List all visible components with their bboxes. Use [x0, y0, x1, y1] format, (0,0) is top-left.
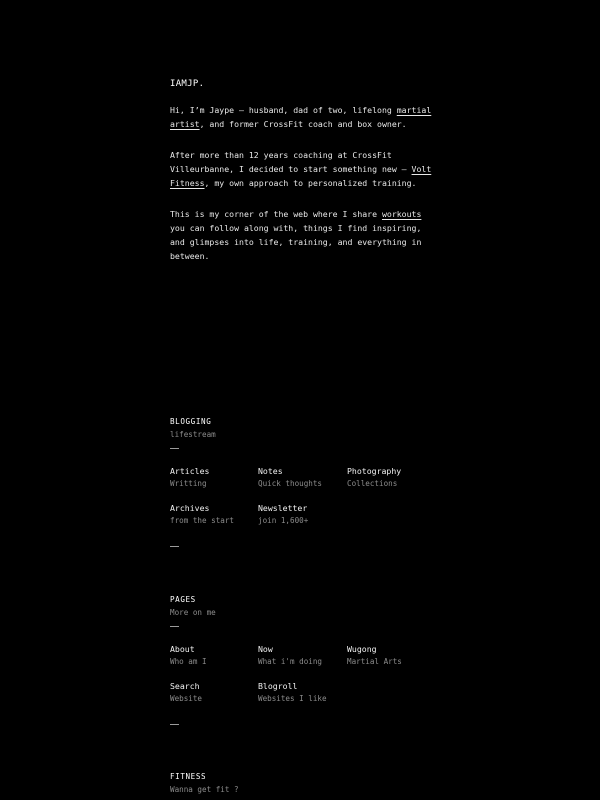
- intro-p2-text-before: After more than 12 years coaching at CrossFit Villeurbanne, I decided to start something new —: [170, 150, 412, 174]
- blogging-links: [170, 465, 450, 526]
- pages-item-search[interactable]: [170, 680, 258, 704]
- wugong-link[interactable]: Wugong: [347, 644, 377, 654]
- blogging-item-archives[interactable]: [170, 502, 258, 526]
- about-link[interactable]: About: [170, 644, 195, 654]
- newsletter-link[interactable]: Newsletter: [258, 503, 308, 513]
- articles-link[interactable]: Articles: [170, 466, 210, 476]
- archives-link[interactable]: Archives: [170, 503, 210, 513]
- pages-subtitle: More on me: [170, 608, 216, 617]
- fitness-title: FITNESS: [170, 772, 207, 781]
- wugong-caption: Martial Arts: [347, 657, 402, 666]
- workouts-link[interactable]: workouts: [381, 209, 422, 219]
- blogging-item-articles[interactable]: [170, 465, 258, 489]
- blogroll-link[interactable]: Blogroll: [258, 681, 298, 691]
- articles-caption: Writting: [170, 479, 207, 488]
- pages-item-now[interactable]: [258, 643, 347, 667]
- blogging-subtitle: lifestream: [170, 430, 216, 439]
- fitness-section: [170, 771, 450, 795]
- fitness-subtitle: Wanna get fit ?: [170, 785, 239, 794]
- intro-p2-text-after: , my own approach to personalized training.: [204, 178, 417, 188]
- now-link[interactable]: Now: [258, 644, 273, 654]
- photography-link[interactable]: Photography: [347, 466, 402, 476]
- pages-item-blogroll[interactable]: [258, 680, 347, 704]
- intro-paragraph-3: [170, 207, 440, 263]
- martial-artist-link[interactable]: martial artist: [170, 105, 432, 129]
- blogging-item-newsletter[interactable]: [258, 502, 347, 526]
- pages-links: [170, 643, 450, 704]
- section-end-divider: [170, 724, 179, 725]
- newsletter-caption: join 1,600+: [258, 516, 309, 525]
- archives-caption: from the start: [170, 516, 235, 525]
- site-logo[interactable]: IAMJP.: [170, 79, 205, 89]
- blogging-section: [170, 416, 450, 547]
- blogroll-caption: Websites I like: [258, 694, 327, 703]
- section-divider: [170, 626, 179, 627]
- notes-link[interactable]: Notes: [258, 466, 283, 476]
- section-divider: [170, 448, 179, 449]
- intro-p1-text-before: Hi, I’m Jaype — husband, dad of two, lifelong: [170, 105, 397, 115]
- intro-p3-text-before: This is my corner of the web where I share: [170, 209, 382, 219]
- blogging-item-photography[interactable]: [347, 465, 437, 489]
- photography-caption: Collections: [347, 479, 398, 488]
- volt-fitness-link[interactable]: Volt Fitness: [170, 164, 432, 188]
- pages-section: [170, 594, 450, 725]
- search-caption: Website: [170, 694, 203, 703]
- section-end-divider: [170, 546, 179, 547]
- blogging-item-notes[interactable]: [258, 465, 347, 489]
- now-caption: What i'm doing: [258, 657, 323, 666]
- intro-p3-text-after: you can follow along with, things I find inspiring, and glimpses into life, training, and everything in between.: [170, 223, 422, 261]
- intro: [170, 103, 440, 280]
- pages-item-about[interactable]: [170, 643, 258, 667]
- pages-item-wugong[interactable]: [347, 643, 437, 667]
- notes-caption: Quick thoughts: [258, 479, 323, 488]
- intro-p1-text-after: , and former CrossFit coach and box owner.: [199, 119, 407, 129]
- search-link[interactable]: Search: [170, 681, 200, 691]
- intro-paragraph-2: [170, 148, 440, 190]
- pages-title: PAGES: [170, 595, 196, 604]
- blogging-title: BLOGGING: [170, 417, 212, 426]
- about-caption: Who am I: [170, 657, 207, 666]
- intro-paragraph-1: [170, 103, 440, 131]
